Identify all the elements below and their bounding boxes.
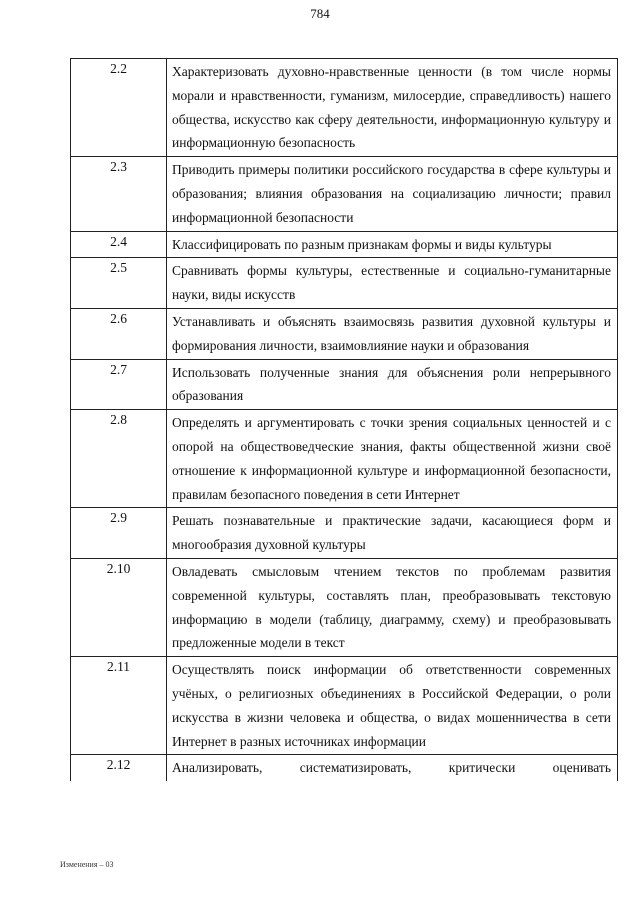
page-footer: Изменения – 03 [60,860,114,869]
row-text: Овладевать смысловым чтением текстов по проблемам развития современной культуры, составлять план, преобразовывать текстовую информацию в модели (таблицу, диаграмму, схему) и преобразовывать предложенные модели в текст [172,563,611,651]
row-number: 2.2 [71,59,167,156]
table-row [71,59,617,157]
table-row [71,559,617,657]
table-row [71,657,617,755]
table-row [71,360,617,411]
row-text: Анализировать, систематизировать, критически оценивать [172,760,611,776]
row-number: 2.9 [71,508,167,558]
row-text: Классифицировать по разным признакам формы и виды культуры [172,236,552,252]
table-row [71,258,617,309]
row-text: Осуществлять поиск информации об ответственности современных учёных, о религиозных объединениях в Российской Федерации, о роли искусства в жизни человека и общества, о видах мошенничества в сети Интернет в разных источниках информации [172,662,611,749]
row-number: 2.6 [71,309,167,359]
row-text: Приводить примеры политики российского государства в сфере культуры и образования; влияния образования на социализацию личности; правил информационной безопасности [172,162,611,225]
row-number: 2.10 [71,559,167,656]
row-number: 2.4 [71,232,167,258]
row-number: 2.5 [71,258,167,308]
row-text: Определять и аргументировать с точки зрения социальных ценностей и с опорой на обществоведческие знания, факты общественной жизни своё отношение к информационной культуре и информационной безопасности, правилам безопасного поведения в сети Интернет [172,415,611,502]
row-number: 2.11 [71,657,167,754]
table-row [71,309,617,360]
row-number: 2.7 [71,360,167,410]
row-text: Сравнивать формы культуры, естественные и социально-гуманитарные науки, виды искусств [172,263,611,303]
table-row [71,232,617,259]
row-number: 2.3 [71,157,167,230]
row-text: Характеризовать духовно-нравственные ценности (в том числе нормы морали и нравственности, гуманизм, милосердие, справедливость) нашего общества, искусство как сферу деятельности, информационную культуру и информационную безопасность [172,64,611,151]
row-number: 2.8 [71,410,167,507]
row-text: Решать познавательные и практические задачи, касающиеся форм и многообразия духовной культуры [172,513,611,553]
row-text: Использовать полученные знания для объяснения роли непрерывного образования [172,364,611,404]
row-number: 2.12 [71,755,167,781]
page-number: 784 [310,6,330,21]
table-row [71,755,617,781]
table-row [71,410,617,508]
table-row [71,157,617,231]
row-text: Устанавливать и объяснять взаимосвязь развития духовной культуры и формирования личности, взаимовлияние науки и образования [172,313,611,353]
table-row [71,508,617,559]
competency-table [70,58,618,781]
